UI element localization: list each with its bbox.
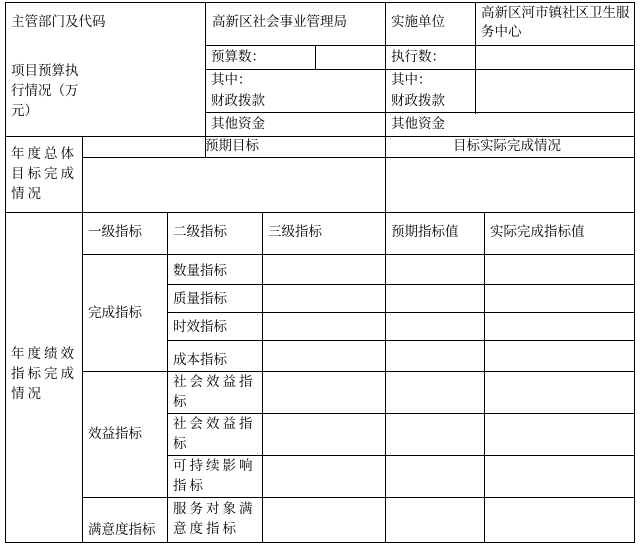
- group-completion: 完成指标: [88, 305, 142, 321]
- budget-count-label: 预算数：: [211, 49, 265, 65]
- header-level3: 三级指标: [268, 224, 322, 240]
- fiscal-label-left: 财政拨款: [211, 93, 265, 109]
- actual-goal-header: 目标实际完成情况: [453, 138, 561, 154]
- header-expected-value: 预期指标值: [391, 224, 459, 240]
- dept-value: 高新区社会事业管理局: [212, 14, 347, 30]
- header-level2: 二级指标: [173, 224, 227, 240]
- item-sustainability: 可持续影响指标: [173, 458, 256, 494]
- expected-goal-header: 预期目标: [205, 138, 259, 154]
- item-service-satisfaction: 服务对象满意度指标: [173, 501, 256, 537]
- indicators-section-label: 年度绩效指标完成情况: [11, 346, 77, 402]
- item-social-benefit-1: 社会效益指标: [173, 374, 256, 410]
- header-level1: 一级指标: [88, 224, 142, 240]
- other-funds-label-left: 其他资金: [211, 116, 265, 132]
- exec-count-label: 执行数：: [391, 49, 445, 65]
- budget-section-label: 项目预算执行情况（万元）: [11, 63, 79, 119]
- dept-label: 主管部门及代码: [11, 14, 106, 30]
- annual-goal-label: 年度总体目标完成情况: [11, 146, 77, 202]
- item-social-benefit-2: 社会效益指标: [173, 416, 256, 452]
- group-benefit: 效益指标: [88, 426, 142, 442]
- header-actual-value: 实际完成指标值: [490, 224, 585, 240]
- item-timeliness: 时效指标: [173, 319, 227, 335]
- other-funds-label-right: 其他资金: [391, 116, 445, 132]
- group-satisfaction: 满意度指标: [88, 522, 156, 538]
- item-cost: 成本指标: [173, 352, 227, 368]
- item-quantity: 数量指标: [173, 263, 227, 279]
- of-which-label-right: 其中：: [391, 72, 432, 88]
- impl-value: 高新区河市镇社区卫生服务中心: [481, 5, 630, 40]
- item-quality: 质量指标: [173, 291, 227, 307]
- impl-label: 实施单位: [391, 14, 445, 30]
- of-which-label-left: 其中：: [211, 72, 252, 88]
- fiscal-label-right: 财政拨款: [391, 93, 445, 109]
